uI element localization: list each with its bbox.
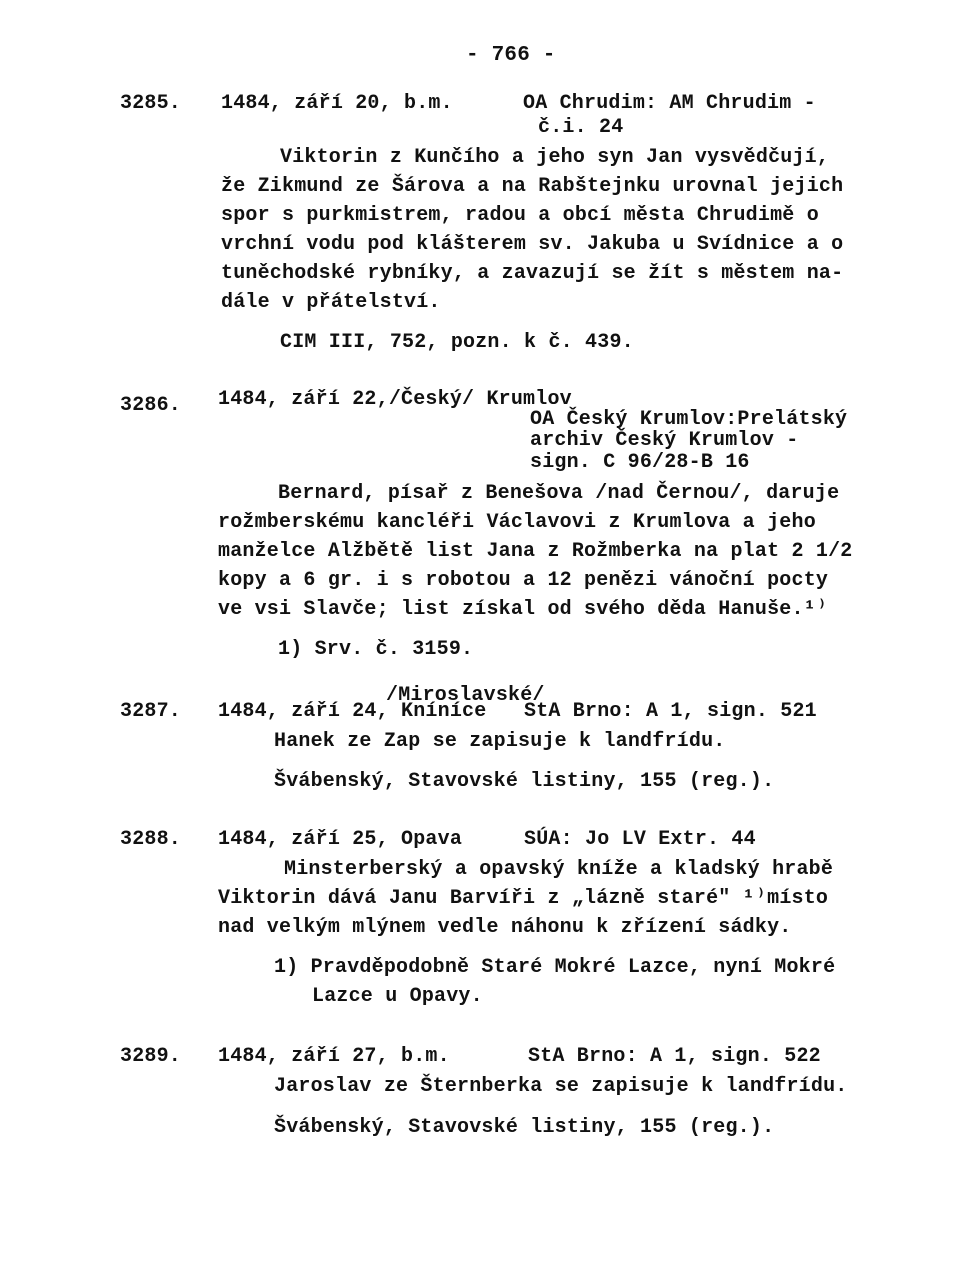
entry-number: 3288. (120, 828, 182, 851)
entry-number: 3287. (120, 700, 182, 723)
entry-text-line: Hanek ze Zap se zapisuje k landfrídu. (274, 730, 726, 753)
entry-note: 1) Pravděpodobně Staré Mokré Lazce, nyní Mokré (274, 956, 836, 979)
entry-number: 3286. (120, 394, 182, 417)
entry-text-line: tuněchodské rybníky, a zavazují se žít s městem na- (221, 262, 844, 285)
entry-text-line: kopy a 6 gr. i s robotou a 12 penězi vánoční pocty (218, 569, 829, 592)
entry-date: 1484, září 24, Kníníce (218, 700, 487, 723)
entry-note: Lazce u Opavy. (312, 985, 483, 1008)
entry-archive: StA Brno: A 1, sign. 522 (528, 1045, 821, 1068)
entry-text-line: dále v přátelství. (221, 291, 441, 314)
entry-archive: archiv Český Krumlov - (530, 429, 799, 452)
entry-text-line: nad velkým mlýnem vedle náhonu k zřízení sádky. (218, 916, 792, 939)
entry-date-annotation: /Miroslavské/ (386, 684, 545, 707)
entry-note: 1) Srv. č. 3159. (278, 638, 474, 661)
entry-note: Švábenský, Stavovské listiny, 155 (reg.). (274, 1116, 775, 1139)
entry-archive: StA Brno: A 1, sign. 521 (524, 700, 817, 723)
entry-text-line: rožmberskému kancléři Václavovi z Krumlova a jeho (218, 511, 816, 534)
entry-archive: č.i. 24 (538, 116, 624, 139)
entry-date: 1484, září 27, b.m. (218, 1045, 450, 1068)
entry-text-line: že Zikmund ze Šárova a na Rabštejnku urovnal jejich (221, 175, 844, 198)
entry-text-line: spor s purkmistrem, radou a obcí města Chrudimě o (221, 204, 819, 227)
entry-text-line: Viktorin z Kunčího a jeho syn Jan vysvědčují, (280, 146, 830, 169)
entry-archive: SÚA: Jo LV Extr. 44 (524, 828, 756, 851)
entry-date: 1484, září 25, Opava (218, 828, 463, 851)
entry-text-line: vrchní vodu pod klášterem sv. Jakuba u Svídnice a o (221, 233, 844, 256)
entry-note: Švábenský, Stavovské listiny, 155 (reg.). (274, 770, 775, 793)
entry-archive: OA Český Krumlov:Prelátský (530, 408, 848, 431)
entry-text-line: Jaroslav ze Šternberka se zapisuje k landfrídu. (274, 1075, 848, 1098)
entry-text-line: Bernard, písař z Benešova /nad Černou/, daruje (278, 482, 840, 505)
entry-date: 1484, září 20, b.m. (221, 92, 453, 115)
entry-note: CIM III, 752, pozn. k č. 439. (280, 331, 634, 354)
entry-number: 3285. (120, 92, 182, 115)
entry-archive: OA Chrudim: AM Chrudim - (523, 92, 816, 115)
entry-date: 1484, září 22,/Český/ Krumlov (218, 388, 572, 411)
entry-text-line: manželce Alžbětě list Jana z Rožmberka na plat 2 1/2 (218, 540, 853, 563)
entry-text-line: ve vsi Slavče; list získal od svého děda Hanuše.¹⁾ (218, 598, 829, 621)
page-number: - 766 - (466, 44, 556, 67)
entry-archive: sign. C 96/28-B 16 (530, 451, 750, 474)
entry-text-line: Viktorin dává Janu Barvíři z „lázně staré" ¹⁾místo (218, 887, 829, 910)
entry-number: 3289. (120, 1045, 182, 1068)
entry-text-line: Minsterberský a opavský kníže a kladský hrabě (284, 858, 834, 881)
